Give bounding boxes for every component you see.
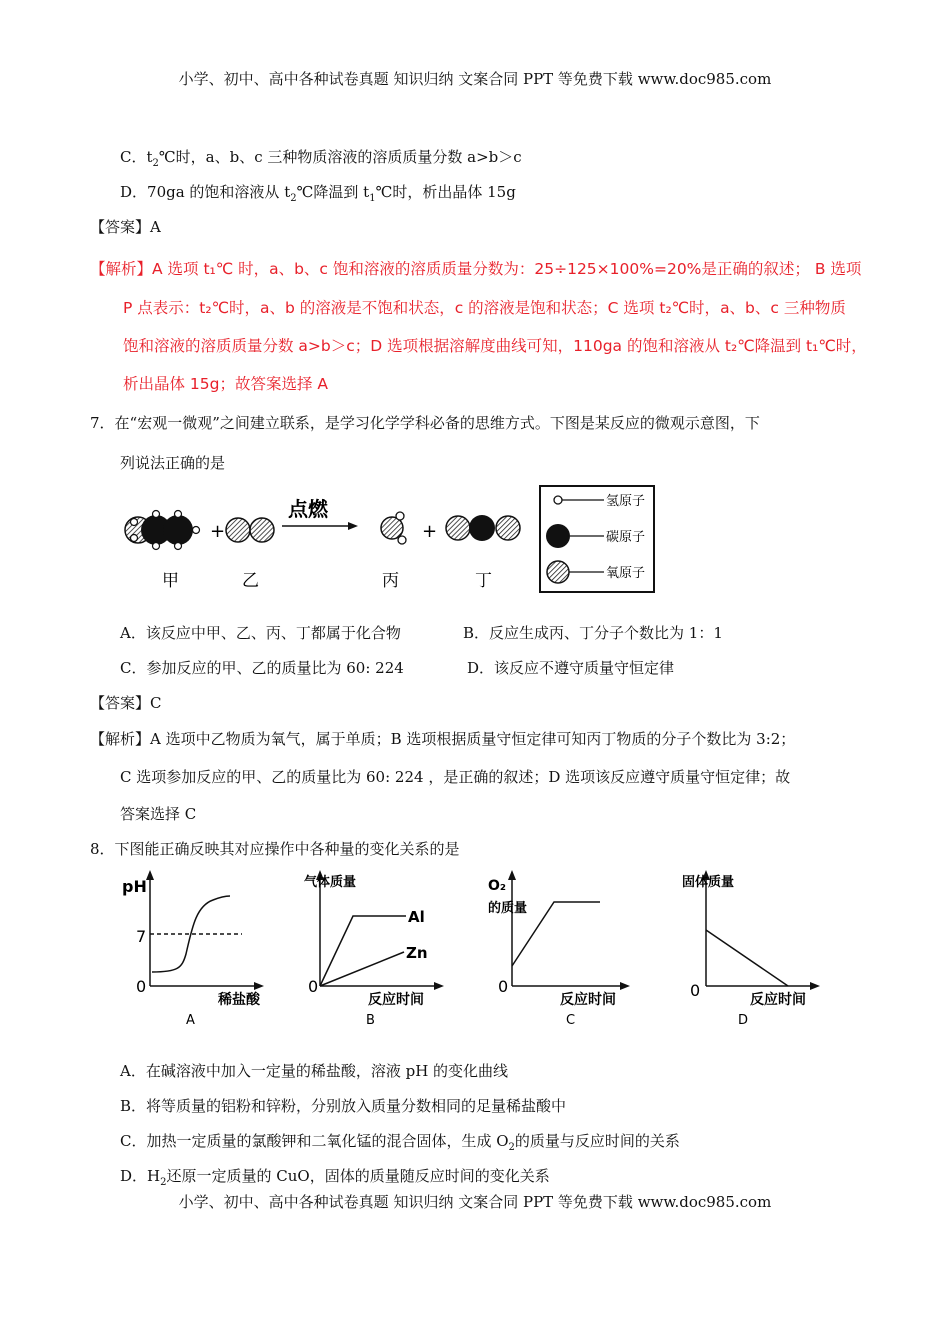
q6-analysis-line-3: 饱和溶液的溶质质量分数 a>b＞c；D 选项根据溶解度曲线可知，110ga 的饱和溶液从 t₂℃降温到 t₁℃时， [123,337,867,355]
q7-stem-line-1: 7．在“宏观一微观”之间建立联系，是学习化学学科必备的思维方式。下图是某反应的微观示意图，下 [90,414,760,432]
q7-option-b: B．反应生成丙、丁分子个数比为 1：1 [463,624,723,642]
q7-option-d: D．该反应不遵守质量守恒定律 [467,659,675,677]
q8-option-b: B．将等质量的铝粉和锌粉，分别放入质量分数相同的足量稀盐酸中 [120,1097,567,1115]
q7-stem-line-2: 列说法正确的是 [120,454,226,472]
graph-d-ylabel: 固体质量 [682,875,735,890]
q8-stem: 8．下图能正确反映其对应操作中各种量的变化关系的是 [90,840,460,858]
graph-a-caption: A [186,1013,195,1028]
plus-sign-1: + [210,521,226,542]
graph-b-ylabel: 气体质量 [304,875,357,890]
graph-d [676,868,826,1028]
q8-option-a: A．在碱溶液中加入一定量的稀盐酸，溶液 pH 的变化曲线 [120,1062,509,1080]
arrow-label: 点燃 [288,497,328,521]
graph-d-caption: D [738,1013,749,1028]
molecule-ding [446,515,520,541]
plus-sign-2: + [422,521,438,542]
legend-oxygen: 氧原子 [606,566,646,581]
q7-answer: 【答案】C [90,694,162,712]
graph-a-xlabel: 稀盐酸 [218,992,260,1008]
graph-a-zero: 0 [136,977,147,996]
reaction-diagram [120,482,660,600]
molecule-jia [125,511,200,550]
q8-option-c: C．加热一定质量的氯酸钾和二氧化锰的混合固体，生成 $O_2$的质量与反应时间的关系 [120,1132,680,1153]
q6-analysis-line-1: 【解析】A 选项 t₁℃ 时，a、b、c 饱和溶液的溶质质量分数为：25÷125×100%=20%是正确的叙述； B 选项 [90,260,862,278]
graph-a-ylabel: pH [122,877,147,896]
q6-analysis-line-2: P 点表示：t₂℃时，a、b 的溶液是不饱和状态，c 的溶液是饱和状态；C 选项 t₂℃时，a、b、c 三种物质 [123,299,846,317]
graph-b-zero: 0 [308,977,319,996]
graph-b [298,868,448,1028]
graph-c [484,868,634,1028]
q6-option-c: C．$t_2℃$时，a、b、c 三种物质溶液的溶质质量分数 a>b＞c [120,148,522,169]
q6-answer: 【答案】A [90,218,161,236]
graph-b-al-label: Al [408,908,425,926]
label-yi: 乙 [242,571,259,591]
graph-c-xlabel: 反应时间 [560,992,616,1008]
graph-a [118,868,268,1028]
graph-b-xlabel: 反应时间 [368,992,424,1008]
q7-analysis-line-3: 答案选择 C [120,805,197,823]
graph-d-xlabel: 反应时间 [750,992,806,1008]
label-ding: 丁 [475,571,492,591]
graph-b-zn-label: Zn [406,944,428,962]
page-header: 小学、初中、高中各种试卷真题 知识归纳 文案合同 PPT 等免费下载 www.doc985.com [178,70,772,88]
label-bing: 丙 [382,571,399,591]
molecule-bing [381,512,406,544]
graph-c-zero: 0 [498,977,509,996]
graph-c-ylabel-top: O₂ [488,878,507,894]
q6-analysis-line-4: 析出晶体 15g；故答案选择 A [123,375,329,393]
legend-hydrogen: 氢原子 [606,494,646,509]
legend-carbon: 碳原子 [606,530,646,545]
reaction-arrow-icon [282,522,358,530]
q7-analysis-line-1: 【解析】A 选项中乙物质为氧气，属于单质；B 选项根据质量守恒定律可知丙丁物质的分子个数比为 3:2； [90,730,796,748]
q8-option-d: D．$H_2$还原一定质量的 CuO，固体的质量随反应时间的变化关系 [120,1167,550,1188]
molecule-yi [226,518,274,542]
q7-option-a: A．该反应中甲、乙、丙、丁都属于化合物 [120,624,401,642]
q6-option-d: D．70ga 的饱和溶液从 $t_2℃$降温到 $t_1℃$时，析出晶体 15g [120,183,516,204]
q7-analysis-line-2: C 选项参加反应的甲、乙的质量比为 60: 224 ，是正确的叙述；D 选项该反应遵守质量守恒定律；故 [120,768,791,786]
graph-b-caption: B [366,1013,375,1028]
q7-option-c: C．参加反应的甲、乙的质量比为 60: 224 [120,659,404,677]
atom-legend [540,486,654,592]
page-footer: 小学、初中、高中各种试卷真题 知识归纳 文案合同 PPT 等免费下载 www.doc985.com [178,1193,772,1211]
label-jia: 甲 [162,571,179,591]
graph-d-zero: 0 [690,981,701,1000]
graph-c-ylabel: 的质量 [488,901,528,916]
graph-c-caption: C [566,1013,576,1028]
graph-a-seven: 7 [136,927,147,946]
